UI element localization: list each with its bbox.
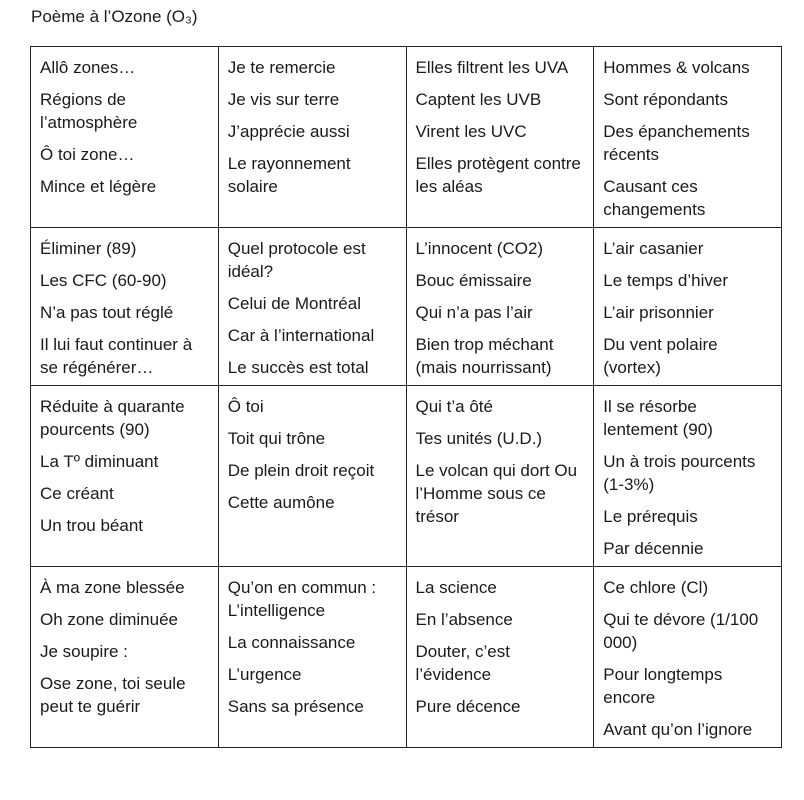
poem-line: Allô zones… (40, 58, 136, 77)
table-row (31, 228, 782, 386)
poem-line: Elles filtrent les UVA (415, 58, 569, 77)
poem-line: Qu’on en commun : L’intelligence (227, 578, 377, 620)
table-cell (218, 567, 406, 748)
poem-line: Virent les UVC (415, 122, 527, 141)
table-cell (406, 47, 594, 228)
poem-line: Des épanchements récents (603, 122, 750, 164)
table-cell (406, 567, 594, 748)
poem-line: Captent les UVB (415, 90, 542, 109)
table-row (31, 386, 782, 567)
table-cell (218, 386, 406, 567)
poem-line: L’air prisonnier (603, 303, 714, 322)
poem-line: Hommes & volcans (603, 58, 750, 77)
poem-line: Je te remercie (227, 58, 336, 77)
poem-line: Pure décence (415, 697, 521, 716)
poem-line: De plein droit reçoit (227, 461, 375, 480)
table-cell (406, 386, 594, 567)
poem-line: Le prérequis (603, 507, 698, 526)
poem-line: Réduite à quarante pourcents (90) (40, 397, 185, 439)
poem-line: Avant qu’on l’ignore (603, 720, 753, 739)
poem-line: La science (415, 578, 497, 597)
poem-line: Je soupire : (40, 642, 128, 661)
poem-line: Un à trois pourcents (1-3%) (603, 452, 756, 494)
poem-line: Cette aumône (227, 493, 335, 512)
poem-line: Causant ces changements (603, 177, 706, 219)
poem-line: Toit qui trône (227, 429, 326, 448)
poem-line: L’innocent (CO2) (415, 239, 544, 258)
page-title: Poème à l’Ozone (O₃) (31, 7, 198, 26)
poem-line: Je vis sur terre (227, 90, 340, 109)
poem-line: Régions de l’atmosphère (40, 90, 138, 132)
table-cell (218, 228, 406, 386)
table-cell (31, 567, 219, 748)
poem-line: Pour longtemps encore (603, 665, 723, 707)
poem-line: Ose zone, toi seule peut te guérir (40, 674, 186, 716)
poem-line: Éliminer (89) (40, 239, 137, 258)
poem-line: Ô toi zone… (40, 145, 135, 164)
poem-line: Par décennie (603, 539, 704, 558)
poem-line: Quel protocole est idéal? (227, 239, 366, 281)
poem-table (30, 46, 782, 748)
poem-line: Sont répondants (603, 90, 729, 109)
poem-line: Celui de Montréal (227, 294, 361, 313)
poem-line: Il se résorbe lentement (90) (603, 397, 713, 439)
poem-line: À ma zone blessée (40, 578, 185, 597)
poem-line: Bien trop méchant (mais nourrissant) (415, 335, 554, 377)
poem-line: Tes unités (U.D.) (415, 429, 543, 448)
poem-line: Elles protègent contre les aléas (415, 154, 581, 196)
poem-line: Ce créant (40, 484, 114, 503)
table-cell (31, 386, 219, 567)
poem-line: N’a pas tout réglé (40, 303, 174, 322)
poem-line: Il lui faut continuer à se régénérer… (40, 335, 193, 377)
table-row (31, 567, 782, 748)
poem-line: Ô toi (227, 397, 264, 416)
poem-line: Oh zone diminuée (40, 610, 178, 629)
poem-line: J’apprécie aussi (227, 122, 350, 141)
poem-line: Un trou béant (40, 516, 144, 535)
table-cell (594, 567, 782, 748)
table-cell (31, 47, 219, 228)
poem-line: Qui te dévore (1/100 000) (603, 610, 759, 652)
poem-line: Qui t’a ôté (415, 397, 493, 416)
table-cell (594, 47, 782, 228)
poem-line: Du vent polaire (vortex) (603, 335, 718, 377)
table-cell (218, 47, 406, 228)
poem-line: En l’absence (415, 610, 513, 629)
table-cell (406, 228, 594, 386)
table-cell (31, 228, 219, 386)
poem-line: Les CFC (60-90) (40, 271, 167, 290)
poem-line: Le succès est total (227, 358, 369, 377)
poem-line: Bouc émissaire (415, 271, 532, 290)
poem-line: L’urgence (227, 665, 302, 684)
poem-line: Qui n’a pas l’air (415, 303, 533, 322)
table-row (31, 47, 782, 228)
poem-line: Sans sa présence (227, 697, 364, 716)
table-cell (594, 386, 782, 567)
poem-line: Douter, c’est l’évidence (415, 642, 510, 684)
poem-line: Le rayonnement solaire (227, 154, 351, 196)
poem-line: Ce chlore (Cl) (603, 578, 709, 597)
poem-line: Mince et légère (40, 177, 157, 196)
poem-line: La Tº diminuant (40, 452, 159, 471)
poem-line: Le temps d’hiver (603, 271, 728, 290)
table-cell (594, 228, 782, 386)
poem-line: Car à l’international (227, 326, 375, 345)
poem-line: Le volcan qui dort Ou l’Homme sous ce trésor (415, 461, 578, 526)
poem-line: La connaissance (227, 633, 356, 652)
poem-line: L’air casanier (603, 239, 704, 258)
